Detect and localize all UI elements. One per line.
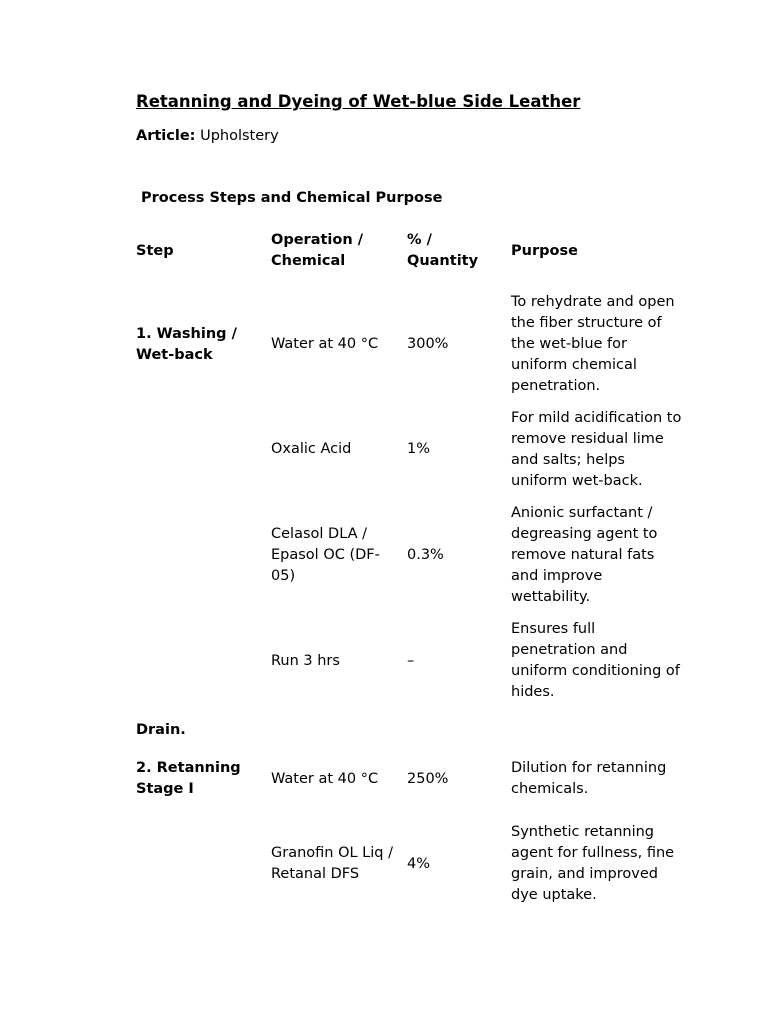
header-operation: Operation / Chemical [271,232,364,269]
cell-operation: Water at 40 °C [271,336,379,352]
cell-purpose: Dilution for retanning chemicals. [511,760,667,797]
table-row [130,746,690,812]
cell-quantity [401,714,505,746]
cell-quantity: 250% [407,770,449,787]
document-title: Retanning and Dyeing of Wet-blue Side Leather [136,92,581,111]
cell-quantity: – [407,652,415,669]
cell-quantity: 1% [407,441,431,457]
cell-purpose: For mild acidification to remove residual lime and salts; helps uniform wet-back. [511,409,682,489]
cell-purpose [505,714,690,746]
cell-step [130,502,265,608]
cell-operation: Oxalic Acid [271,441,352,457]
cell-purpose: Anionic surfactant / degreasing agent to remove natural fats and improve wettability. [511,504,658,605]
cell-step [130,397,265,502]
cell-operation: Run 3 hrs [271,652,340,669]
cell-operation: Water at 40 °C [271,770,379,787]
header-quantity: % / Quantity [407,232,479,269]
article-line [136,128,279,144]
cell-step [130,608,265,714]
table-row [130,714,690,746]
article-label: Article: [136,128,196,144]
cell-purpose: Synthetic retanning agent for fullness, fine grain, and improved dye uptake. [511,824,675,903]
cell-step: 2. Retanning Stage I [136,760,241,797]
table-row [130,502,690,608]
header-purpose: Purpose [511,242,578,259]
process-table [130,218,690,916]
table-row [130,397,690,502]
cell-quantity: 300% [407,336,449,352]
section-heading: Process Steps and Chemical Purpose [141,190,443,206]
table-row [130,292,690,397]
cell-purpose: To rehydrate and open the fiber structure of the wet-blue for uniform chemical penetration. [511,294,675,394]
table-row [130,812,690,916]
cell-quantity: 4% [407,855,431,872]
cell-step: 1. Washing / Wet-back [136,325,237,363]
article-value: Upholstery [200,128,279,144]
cell-step [130,812,265,916]
table-header-row [130,218,690,284]
header-step: Step [136,242,174,259]
cell-operation [265,714,401,746]
cell-quantity: 0.3% [407,546,444,563]
cell-step: Drain. [136,721,186,738]
cell-purpose: Ensures full penetration and uniform conditioning of hides. [511,621,680,700]
cell-operation: Celasol DLA / Epasol OC (DF-05) [271,525,380,584]
table-row [130,608,690,714]
cell-operation: Granofin OL Liq / Retanal DFS [271,845,393,882]
